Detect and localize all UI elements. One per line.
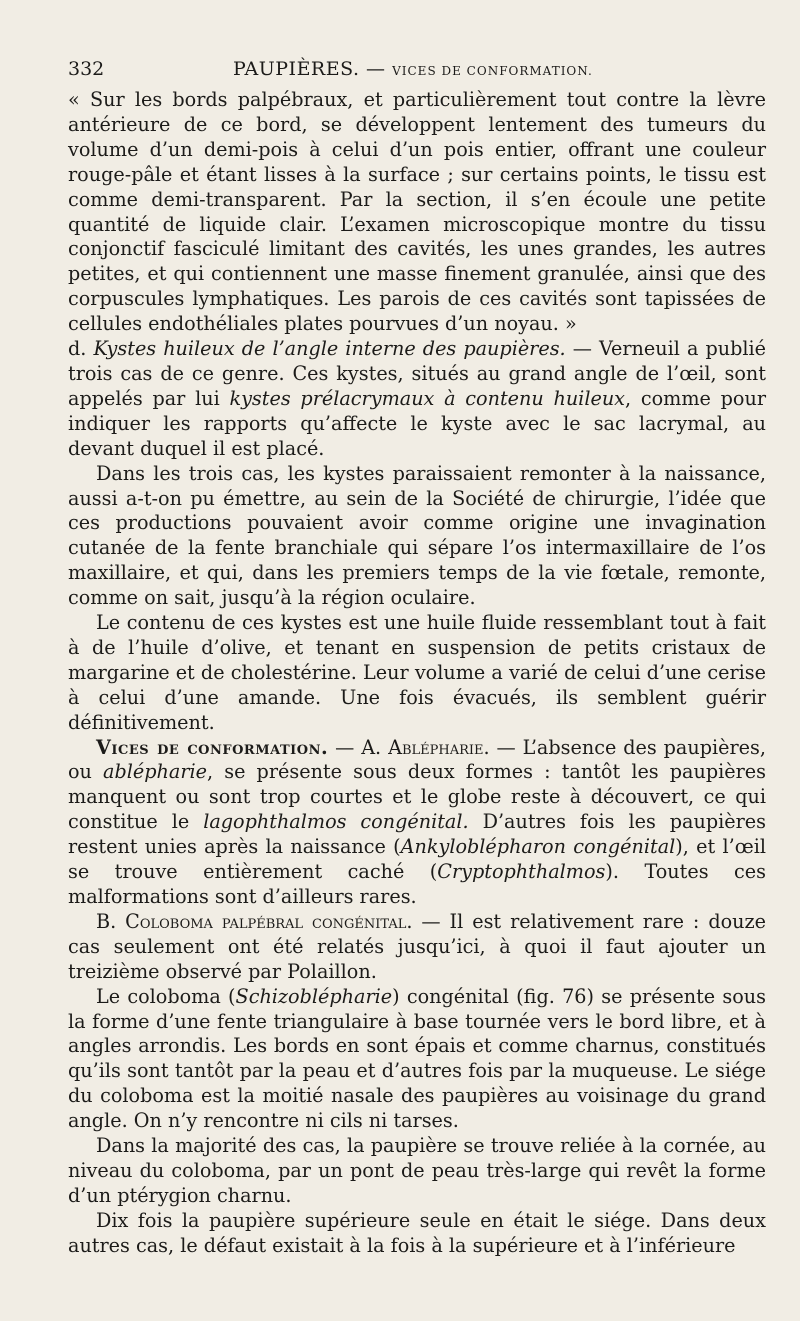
italic-term: lagophthalmos congénital.	[203, 810, 469, 834]
italic-term: ablépharie	[103, 760, 208, 784]
text-run: , se présente sous deux formes : tantôt les paupières manquent ou sont trop courtes et le globe reste à découvert, ce qui constitue le	[68, 760, 767, 834]
text-run: — L’absence des paupières, ou	[68, 735, 766, 784]
paragraph-vices-conformation	[68, 736, 766, 910]
subsection-title: Coloboma palpébral congénital.	[125, 909, 413, 933]
text-run: — A.	[328, 735, 389, 759]
italic-term: Schizoblépharie	[235, 984, 393, 1008]
text-run: B.	[96, 909, 126, 933]
paragraph-coloboma-description	[68, 985, 766, 1134]
section-subtitle: VICES DE CONFORMATION.	[392, 64, 593, 78]
header-dash: —	[359, 58, 393, 80]
paragraph-majorite: Dans la majorité des cas, la paupière se trouve reliée à la cornée, au niveau du coloboma, par un pont de peau très-large qui revêt la forme d’un ptérygion charnu.	[68, 1134, 766, 1207]
text-run: — Verneuil a publié trois cas de ce genre. Ces kystes, situés au grand angle de l’œil, sont appelés par lui	[68, 337, 766, 410]
running-title	[233, 58, 593, 80]
text-run: ), et l’œil se trouve entièrement caché (	[68, 835, 766, 884]
body-text	[68, 88, 766, 1259]
page-number: 332	[68, 58, 105, 80]
paragraph-dix-fois: Dix fois la paupière supérieure seule en était le siége. Dans deux autres cas, le défaut existait à la fois à la supérieure et à l’inférieure	[68, 1208, 766, 1257]
italic-term: kystes prélacrymaux à contenu huileux	[229, 386, 625, 410]
paragraph-quote: « Sur les bords palpébraux, et particulièrement tout contre la lèvre antérieure de ce bord, se développent lentement des tumeurs du volume d’un demi-pois à celui d’un pois entier, offrant une couleur rouge-pâle et étant lisses à la surface ; sur certains points, le tissu est comme demi-transparent. Par la section, il s’en écoule une petite quantité de liquide clair. L’examen microscopique montre du tissu conjonctif fasciculé limitant des cavités, les unes grandes, les autres petites, et qui contiennent une masse finement granulée, ainsi que des corpuscules lymphatiques. Les parois de ces cavités sont tapissées de cellules endothéliales plates pourvues d’un noyau. »	[68, 88, 766, 336]
italic-term: Cryptophthalmos	[437, 860, 606, 884]
paragraph-trois-cas: Dans les trois cas, les kystes paraissaient remonter à la naissance, aussi a-t-on pu émettre, au sein de la Société de chirurgie, l’idée que ces productions pouvaient avoir comme origine une invagination cutanée de la fente branchiale qui sépare l’os intermaxillaire de l’os maxillaire, et qui, dans les premiers temps de la vie fœtale, remonte, comme on sait, jusqu’à la région oculaire.	[68, 461, 766, 610]
text-run: ) congénital (fig. 76) se présente sous la forme d’une fente triangulaire à base tournée vers le bord libre, et à angles arrondis. Les bords en sont épais et comme charnus, constitués qu’ils sont tantôt par la peau et d’autres fois par la muqueuse. Le siége du coloboma est la moitié nasale des paupières au voisinage du grand angle. On n’y rencontre ni cils ni tarses.	[68, 984, 766, 1133]
text-run: D’autres fois les paupières restent unies après la naissance (	[68, 810, 767, 859]
text-run: ). Toutes ces malformations sont d’ailleurs rares.	[68, 860, 766, 908]
subsection-title: Ablépharie.	[388, 735, 490, 759]
section-heading: Vices de conformation.	[96, 735, 329, 759]
section-title-italic: Kystes huileux de l’angle interne des paupières.	[93, 337, 566, 361]
text-run: — Il est relativement rare : douze cas seulement ont été relatés jusqu’ici, à quoi il faut ajouter un treizième observé par Polaillon.	[68, 909, 766, 983]
running-header	[68, 52, 766, 88]
text-run: Le coloboma (	[96, 984, 236, 1008]
item-letter: d.	[68, 337, 94, 361]
text-run: , comme pour indiquer les rapports qu’affecte le kyste avec le sac lacrymal, au devant duquel il est placé.	[68, 386, 766, 460]
chapter-title: PAUPIÈRES.	[233, 58, 360, 80]
paragraph-kystes-huileux	[68, 337, 766, 462]
paragraph-coloboma-b	[68, 910, 766, 985]
paragraph-contenu: Le contenu de ces kystes est une huile fluide ressemblant tout à fait à de l’huile d’olive, et tenant en suspension de petits cristaux de margarine et de cholestérine. Leur volume a varié de celui d’une cerise à celui d’une amande. Une fois évacués, ils semblent guérir définitivement.	[68, 611, 766, 734]
italic-term: Ankyloblépharon congénital	[400, 835, 676, 859]
